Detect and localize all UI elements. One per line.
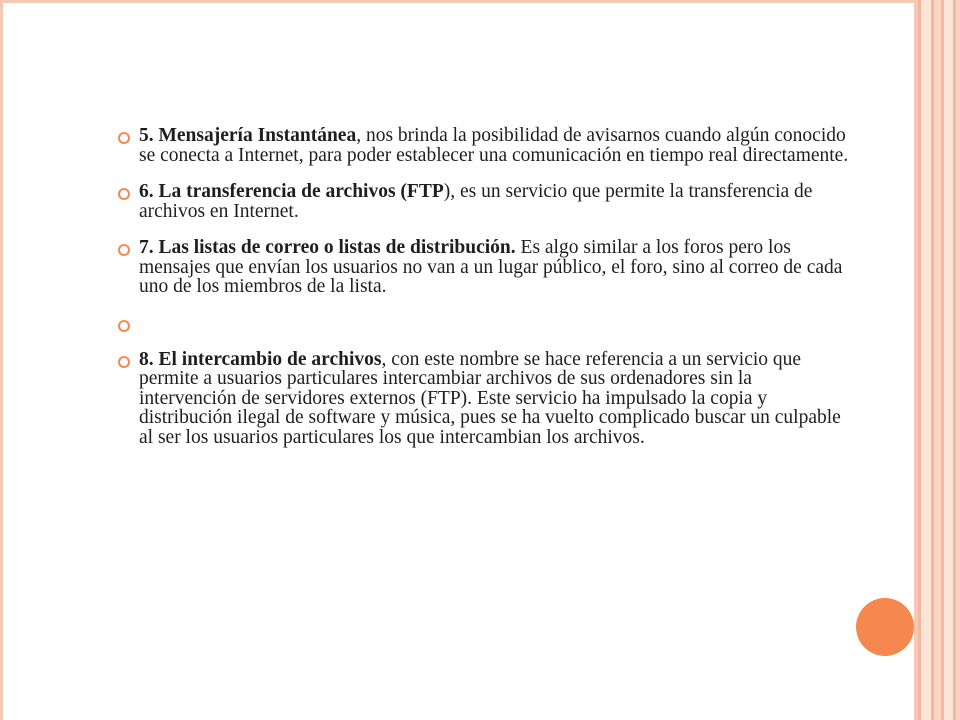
bullet-text: , nos brinda la posibilidad de avisarnos cuando algún conocido se conecta a Internet, para poder establecer una comunicación en tiempo real directamente. xyxy=(139,125,849,166)
circle-bullet-icon xyxy=(118,356,130,368)
bullet-list xyxy=(118,126,853,464)
bullet-item-listas xyxy=(118,238,853,297)
stripe xyxy=(934,0,941,720)
bullet-item-mensajeria xyxy=(118,126,853,165)
bullet-item-intercambio xyxy=(118,350,853,448)
circle-bullet-icon xyxy=(118,320,130,332)
decorative-stripes xyxy=(918,0,960,720)
stripe xyxy=(956,0,960,720)
stripe xyxy=(921,0,931,720)
bullet-text: Es algo similar a los foros pero los mensajes que envían los usuarios no van a un lugar público, el foro, sino al correo de cada uno de los miembros de la lista. xyxy=(139,237,843,297)
circle-bullet-icon xyxy=(118,132,130,144)
bullet-item-ftp xyxy=(118,182,853,221)
circle-bullet-icon xyxy=(118,188,130,200)
bullet-text: , con este nombre se hace referencia a un servicio que permite a usuarios particulares intercambiar archivos de sus ordenadores sin la intervención de servidores externos (FTP). Este servicio ha impulsado la copia y distribución ilegal de software y música, pues se ha vuelto complicado buscar un culpable al ser los usuarios particulares los que intercambian los archivos. xyxy=(139,348,841,448)
circle-bullet-icon xyxy=(118,244,130,256)
decorative-orange-circle xyxy=(856,598,914,656)
bullet-item-empty xyxy=(118,314,853,333)
bullet-heading: 8. El intercambio de archivos xyxy=(139,348,382,370)
bullet-heading: 5. Mensajería Instantánea xyxy=(139,125,357,146)
stripe xyxy=(944,0,953,720)
bullet-heading: 7. Las listas de correo o listas de distribución. xyxy=(139,237,516,258)
bullet-heading: 6. La transferencia de archivos (FTP xyxy=(139,181,444,202)
bullet-text: ), es un servicio que permite la transferencia de archivos en Internet. xyxy=(139,181,813,222)
